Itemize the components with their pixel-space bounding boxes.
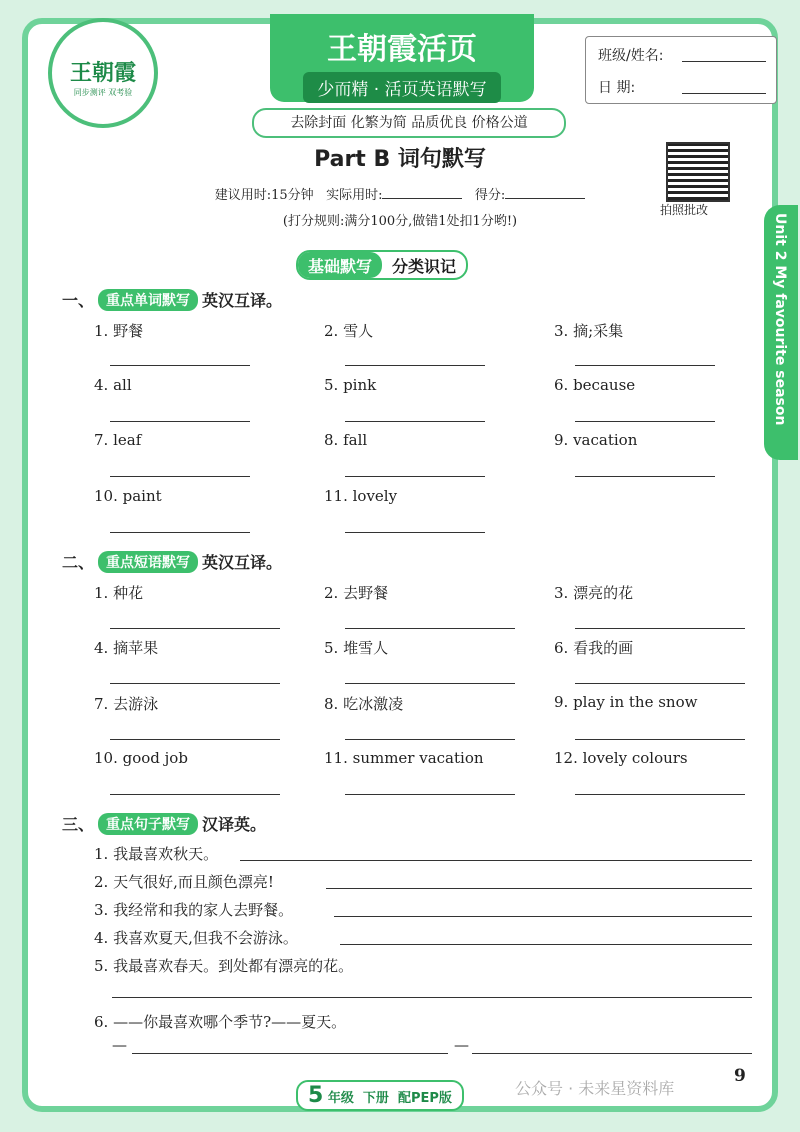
class-name-field[interactable] xyxy=(682,61,766,62)
phrase-item: 5. 堆雪人 xyxy=(324,639,389,657)
word-item: 4. all xyxy=(94,376,132,394)
answer-line[interactable] xyxy=(110,739,280,740)
watermark: 公众号 · 未来星资料库 xyxy=(515,1079,675,1098)
phrase-item: 12. lovely colours xyxy=(554,749,688,767)
score-field[interactable] xyxy=(505,186,585,199)
answer-line[interactable] xyxy=(112,997,752,998)
slogan: 去除封面 化繁为简 品质优良 价格公道 xyxy=(252,108,566,138)
section-heading: 基础默写 分类识记 xyxy=(296,250,468,280)
phrase-item: 11. summer vacation xyxy=(324,749,484,767)
sentence-item: 6. ——你最喜欢哪个季节?——夏天。 xyxy=(94,1013,347,1031)
part3-heading: 三、 重点句子默写 汉译英。 xyxy=(62,812,266,835)
word-item: 10. paint xyxy=(94,487,162,505)
sentence-item: 5. 我最喜欢春天。到处都有漂亮的花。 xyxy=(94,957,354,975)
answer-line[interactable] xyxy=(345,476,485,477)
word-item: 2. 雪人 xyxy=(324,322,374,340)
word-item: 5. pink xyxy=(324,376,377,394)
unit-side-tab: Unit 2 My favourite season xyxy=(764,205,798,460)
class-name-label: 班级/姓名: xyxy=(598,48,664,64)
name-box xyxy=(585,36,777,104)
answer-line[interactable] xyxy=(345,683,515,684)
qr-code[interactable] xyxy=(666,142,730,202)
qr-label: 拍照批改 xyxy=(660,203,709,217)
word-item: 1. 野餐 xyxy=(94,322,144,340)
phrase-item: 9. play in the snow xyxy=(554,693,698,711)
sentence-item: 1. 我最喜欢秋天。 xyxy=(94,845,219,863)
word-item: 8. fall xyxy=(324,431,368,449)
answer-line[interactable] xyxy=(472,1053,752,1054)
grade-footer: 5 年级 下册 配PEP版 xyxy=(296,1080,464,1111)
part2-heading: 二、 重点短语默写 英汉互译。 xyxy=(62,550,282,573)
answer-line[interactable] xyxy=(110,365,250,366)
answer-line[interactable] xyxy=(110,683,280,684)
answer-line[interactable] xyxy=(575,683,745,684)
scoring-rule: (打分规则:满分100分,做错1处扣1分哟!) xyxy=(282,214,518,229)
answer-line[interactable] xyxy=(345,739,515,740)
answer-line[interactable] xyxy=(326,888,752,889)
sentence-item: 3. 我经常和我的家人去野餐。 xyxy=(94,901,294,919)
answer-line[interactable] xyxy=(345,628,515,629)
word-item: 6. because xyxy=(554,376,636,394)
date-label: 日 期: xyxy=(598,80,636,96)
word-item: 7. leaf xyxy=(94,431,142,449)
answer-line[interactable] xyxy=(110,628,280,629)
answer-line[interactable] xyxy=(345,794,515,795)
phrase-item: 10. good job xyxy=(94,749,188,767)
part1-heading: 一、 重点单词默写 英汉互译。 xyxy=(62,288,282,311)
answer-line[interactable] xyxy=(575,739,745,740)
phrase-item: 1. 种花 xyxy=(94,584,144,602)
sentence-item: 4. 我喜欢夏天,但我不会游泳。 xyxy=(94,929,298,947)
phrase-item: 4. 摘苹果 xyxy=(94,639,159,657)
answer-line[interactable] xyxy=(110,532,250,533)
phrase-item: 8. 吃冰激凌 xyxy=(324,695,404,713)
answer-line[interactable] xyxy=(575,421,715,422)
brand-banner: 王朝霞活页 少而精 · 活页英语默写 xyxy=(270,14,534,102)
answer-line[interactable] xyxy=(132,1053,448,1054)
phrase-item: 2. 去野餐 xyxy=(324,584,389,602)
dash: — xyxy=(454,1036,469,1054)
sentence-item: 2. 天气很好,而且颜色漂亮! xyxy=(94,873,274,891)
word-item: 3. 摘;采集 xyxy=(554,322,624,340)
answer-line[interactable] xyxy=(345,421,485,422)
answer-line[interactable] xyxy=(575,794,745,795)
phrase-item: 7. 去游泳 xyxy=(94,695,159,713)
page-number: 9 xyxy=(734,1066,746,1086)
answer-line[interactable] xyxy=(575,628,745,629)
word-item: 9. vacation xyxy=(554,431,638,449)
answer-line[interactable] xyxy=(340,944,752,945)
answer-line[interactable] xyxy=(575,476,715,477)
phrase-item: 3. 漂亮的花 xyxy=(554,584,634,602)
dash: — xyxy=(112,1036,127,1054)
time-score-row: 建议用时:15分钟 实际用时: 得分: xyxy=(0,184,800,203)
phrase-item: 6. 看我的画 xyxy=(554,639,634,657)
date-field[interactable] xyxy=(682,93,766,94)
actual-time-field[interactable] xyxy=(382,186,462,199)
answer-line[interactable] xyxy=(240,860,752,861)
answer-line[interactable] xyxy=(345,365,485,366)
answer-line[interactable] xyxy=(110,476,250,477)
answer-line[interactable] xyxy=(110,794,280,795)
brand-logo: 王朝霞 同步测评 双考验 xyxy=(48,18,158,128)
answer-line[interactable] xyxy=(345,532,485,533)
answer-line[interactable] xyxy=(575,365,715,366)
page-title: Part B 词句默写 xyxy=(314,147,486,172)
answer-line[interactable] xyxy=(110,421,250,422)
word-item: 11. lovely xyxy=(324,487,398,505)
answer-line[interactable] xyxy=(334,916,752,917)
